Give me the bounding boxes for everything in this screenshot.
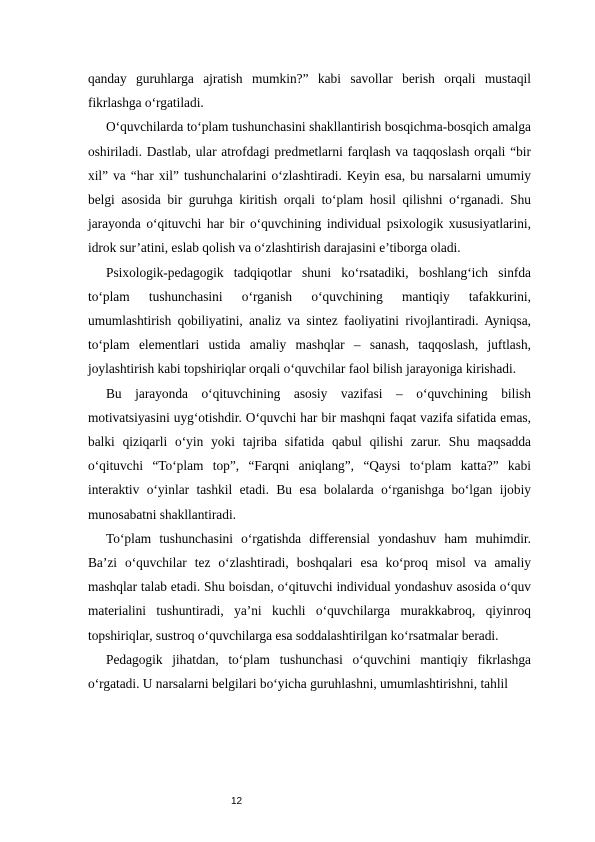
paragraph-4: Bu jarayonda o‘qituvchining asosiy vazifasi – o‘quvchining bilish motivatsiyasini uyg‘otishdir. O‘quvchi har bir mashqni faqat vazifa sifatida emas, balki qiziqarli o‘yin yoki tajriba sifatida qabul qilishi zarur. Shu maqsadda o‘qituvchi “To‘plam top”, “Farqni aniqlang”, “Qaysi to‘plam katta?” kabi interaktiv o‘yinlar tashkil etadi. Bu esa bolalarda o‘rganishga bo‘lgan ijobiy munosabatni shakllantiradi. — [88, 385, 531, 522]
paragraph-5: To‘plam tushunchasini o‘rgatishda differensial yondashuv ham muhimdir. Ba’zi o‘quvchilar tez o‘zlashtiradi, boshqalari esa ko‘proq misol va amaliy mashqlar talab etadi. Shu boisdan, o‘qituvchi individual yondashuv asosida o‘quv materialini tushuntiradi, ya’ni kuchli o‘quvchilarga murakkabroq, qiyinroq topshiriqlar, sustroq o‘quvchilarga esa soddalashtirilgan ko‘rsatmalar beradi. — [88, 530, 531, 643]
page-number: 12 — [231, 796, 243, 807]
paragraph-6: Pedagogik jihatdan, to‘plam tushunchasi o‘quvchini mantiqiy fikrlashga o‘rgatadi. U narsalarni belgilari bo‘yicha guruhlashni, umumlashtirishni, tahlil — [88, 651, 531, 692]
paragraph-2: O‘quvchilarda to‘plam tushunchasini shakllantirish bosqichma-bosqich amalga oshiriladi. Dastlab, ular atrofdagi predmetlarni farqlash va taqqoslash orqali “bir xil” va “har xil” tushunchalarini o‘zlashtiradi. Keyin esa, bu narsalarni umumiy belgi asosida bir guruhga kiritish orqali to‘plam hosil qilishni o‘rganadi. Shu jarayonda o‘qituvchi har bir o‘quvchining individual psixologik xususiyatlarini, idrok sur’atini, eslab qolish va o‘zlashtirish darajasini e’tiborga oladi. — [88, 119, 531, 256]
page-body — [88, 67, 531, 696]
paragraph-1: qanday guruhlarga ajratish mumkin?” kabi savollar berish orqali mustaqil fikrlashga o‘rgatiladi. — [88, 71, 531, 111]
paragraph-3: Psixologik-pedagogik tadqiqotlar shuni ko‘rsatadiki, boshlang‘ich sinfda to‘plam tushunchasini o‘rganish o‘quvchining mantiqiy tafakkurini, umumlashtirish qobiliyatini, analiz va sintez faoliyatini rivojlantiradi. Ayniqsa, to‘plam elementlari ustida amaliy mashqlar – sanash, taqqoslash, juftlash, joylashtirish kabi topshiriqlar orqali o‘quvchilar faol bilish jarayoniga kirishadi. — [88, 264, 531, 377]
